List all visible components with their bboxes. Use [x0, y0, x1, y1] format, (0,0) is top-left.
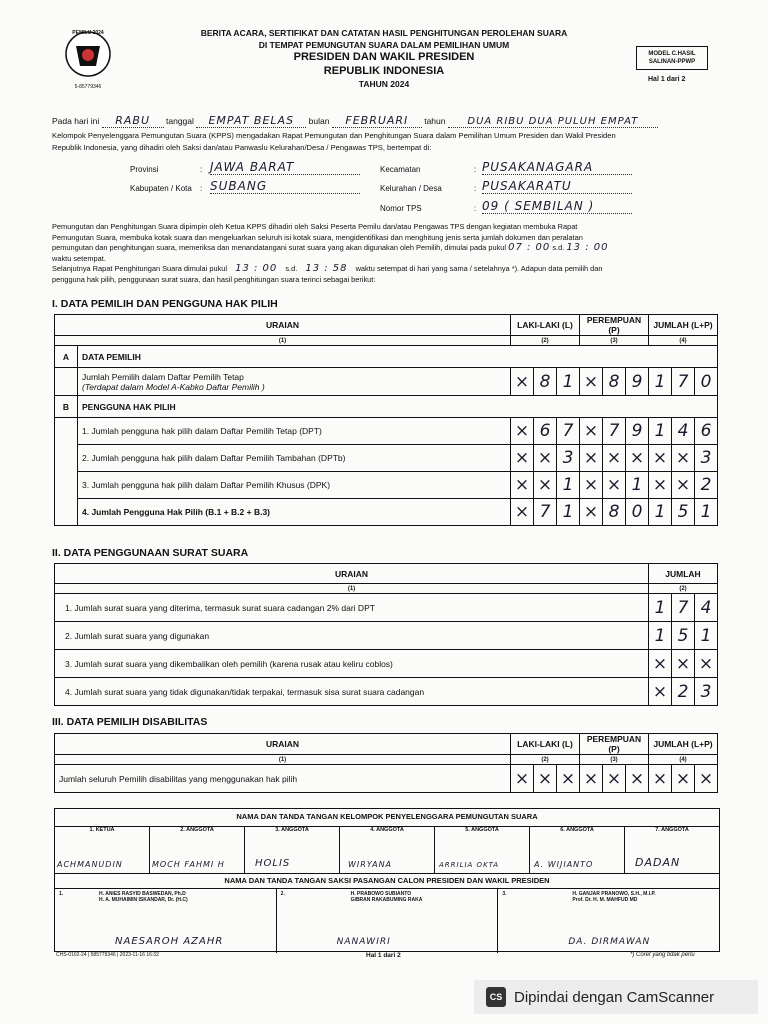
- kpps-name: DADAN: [635, 856, 681, 869]
- kpps-member: [340, 827, 435, 873]
- kpps-member: [530, 827, 625, 873]
- s1-r1-p2: 9: [626, 418, 649, 445]
- tanggal-value: EMPAT BELAS: [196, 114, 306, 128]
- tps-value: 09 ( SEMBILAN ): [482, 199, 632, 214]
- page-number-top: Hal 1 dari 2: [648, 76, 686, 83]
- paragraph-b: [52, 222, 732, 285]
- s1-r4-j0: 1: [649, 499, 672, 526]
- s3-header-uraian: URAIAN: [55, 734, 511, 755]
- colon: :: [200, 165, 203, 174]
- kpps-role: 4. ANGGOTA: [370, 827, 404, 833]
- provinsi-label: Provinsi: [130, 165, 159, 174]
- s1-r0-l1: 8: [534, 368, 557, 396]
- s2-r2-label: 3. Jumlah surat suara yang dikembalikan oleh pemilih (karena rusak atau keliru coblos): [55, 650, 649, 678]
- s1-r0-l0: ×: [511, 368, 534, 396]
- sd-label: s.d.: [552, 243, 565, 252]
- title-line-4: REPUBLIK INDONESIA: [323, 65, 445, 77]
- s1-r1-l1: 6: [534, 418, 557, 445]
- kpps-name: MOCH FAHMI H: [152, 860, 225, 869]
- s2-r3-j1: 2: [672, 678, 695, 706]
- s3-j1: ×: [672, 765, 695, 793]
- sd-label-2: s.d.: [285, 264, 298, 273]
- section-2-title: II. DATA PENGGUNAAN SURAT SUARA: [52, 547, 249, 559]
- kpps-member: [435, 827, 530, 873]
- s1-r1-p1: 7: [603, 418, 626, 445]
- s2-r3-j2: 3: [695, 678, 718, 706]
- s3-num-3: (3): [580, 755, 649, 765]
- saksi-paslon: [99, 891, 188, 903]
- kpps-member: [55, 827, 150, 873]
- s1-r3-l1: ×: [534, 472, 557, 499]
- s3-l0: ×: [511, 765, 534, 793]
- s1-b-letter: B: [55, 396, 78, 418]
- section-1-title: I. DATA PEMILIH DAN PENGGUNA HAK PILIH: [52, 298, 278, 310]
- s1-r0-p0: ×: [580, 368, 603, 396]
- footer-page: Hal 1 dari 2: [366, 952, 401, 959]
- s1-num-2: (2): [511, 336, 580, 346]
- s1-r2-p1: ×: [603, 445, 626, 472]
- bulan-value: FEBRUARI: [332, 114, 422, 128]
- s3-l2: ×: [557, 765, 580, 793]
- s1-r4-l2: 1: [557, 499, 580, 526]
- s1-a-title: DATA PEMILIH: [78, 346, 718, 368]
- provinsi-value: JAWA BARAT: [210, 160, 360, 175]
- s3-j2: ×: [695, 765, 718, 793]
- tahun-value: DUA RIBU DUA PULUH EMPAT: [448, 116, 658, 128]
- s1-r3-l0: ×: [511, 472, 534, 499]
- s3-header-j: JUMLAH (L+P): [649, 734, 718, 755]
- camscanner-watermark: [474, 980, 758, 1014]
- saksi-paslon: [351, 891, 423, 903]
- pada-hari-label: Pada hari ini: [52, 116, 100, 126]
- kabupaten-value: SUBANG: [210, 179, 360, 194]
- s1-num-3: (3): [580, 336, 649, 346]
- kecamatan-value: PUSAKANAGARA: [482, 160, 632, 175]
- para-b-line-6: pengguna hak pilih, penggunaan surat suara, dan hasil penghitungan suara terinci sebagai berikut:: [52, 274, 376, 284]
- s1-r1-label: 1. Jumlah pengguna hak pilih dalam Daftar Pemilih Tetap (DPT): [78, 418, 511, 445]
- saksi-witness: [277, 889, 499, 953]
- para-b-line-2: Pemungutan Suara, membuka kotak suara dan mengeluarkan seluruh isi kotak suara, mengidentifikasi dan menghitung jenis serta jumlah dokumen dan peralatan: [52, 232, 583, 242]
- kelurahan-value: PUSAKARATU: [482, 179, 632, 194]
- intro-para-1: Kelompok Penyelenggara Pemungutan Suara (KPPS) mengadakan Rapat Pemungutan dan Penghitungan Suara dalam Pemilihan Umum Presiden dan Wakil Presiden: [52, 131, 616, 140]
- footer-note: *) Coret yang tidak perlu: [630, 952, 695, 958]
- kabupaten-label: Kabupaten / Kota: [130, 184, 192, 193]
- s1-a1-line1: Jumlah Pemilih dalam Daftar Pemilih Tetap: [82, 371, 244, 382]
- s1-num-4: (4): [649, 336, 718, 346]
- kpps-name: ARRILIA OKTA: [439, 861, 500, 869]
- table-row: [55, 678, 718, 706]
- s3-l1: ×: [534, 765, 557, 793]
- s1-r1-l0: ×: [511, 418, 534, 445]
- s1-r2-l2: 3: [557, 445, 580, 472]
- title-line-2: DI TEMPAT PEMUNGUTAN SUARA DALAM PEMILIHAN UMUM: [258, 40, 510, 50]
- s1-r0-j1: 7: [672, 368, 695, 396]
- s3-header-l: LAKI-LAKI (L): [511, 734, 580, 755]
- kpps-name: ACHMANUDIN: [57, 860, 123, 869]
- kpps-member: [245, 827, 340, 873]
- s1-r4-j2: 1: [695, 499, 718, 526]
- s1-a-letter: A: [55, 346, 78, 368]
- table-row: [55, 472, 718, 499]
- s3-p2: ×: [626, 765, 649, 793]
- s1-r0-j2: 0: [695, 368, 718, 396]
- s3-p1: ×: [603, 765, 626, 793]
- paslon-2: H. A. MUHAIMIN ISKANDAR, Dr. (H.C): [99, 897, 188, 903]
- tps-label: Nomor TPS: [380, 204, 422, 213]
- s2-r0-label: 1. Jumlah surat suara yang diterima, termasuk surat suara cadangan 2% dari DPT: [55, 594, 649, 622]
- kpps-role: 7. ANGGOTA: [655, 827, 689, 833]
- s1-r0-p1: 8: [603, 368, 626, 396]
- paslon-2: GIBRAN RAKABUMING RAKA: [350, 897, 423, 903]
- s1-r1-j1: 4: [672, 418, 695, 445]
- saksi-no: 1.: [59, 891, 64, 897]
- s1-r3-p0: ×: [580, 472, 603, 499]
- saksi-name: NAESAROH AZAHR: [115, 936, 224, 947]
- kpps-role: 3. ANGGOTA: [275, 827, 309, 833]
- bulan-label: bulan: [308, 116, 330, 126]
- s1-r1-j0: 1: [649, 418, 672, 445]
- colon: :: [200, 184, 203, 193]
- s1-r4-p1: 8: [603, 499, 626, 526]
- kpps-row: [55, 827, 719, 874]
- s1-header-l: LAKI-LAKI (L): [511, 315, 580, 336]
- tanggal-label: tanggal: [166, 116, 194, 126]
- s3-j0: ×: [649, 765, 672, 793]
- s2-r0-j1: 7: [672, 594, 695, 622]
- kpps-member: [625, 827, 719, 873]
- table-row: [55, 445, 718, 472]
- saksi-name: DA. DIRMAWAN: [568, 937, 651, 947]
- s1-r4-j1: 5: [672, 499, 695, 526]
- s1-r0-l2: 1: [557, 368, 580, 396]
- saksi-no: 2.: [280, 891, 285, 897]
- s2-r1-label: 2. Jumlah surat suara yang digunakan: [55, 622, 649, 650]
- section-3-title: III. DATA PEMILIH DISABILITAS: [52, 716, 208, 728]
- s1-r3-j2: 2: [695, 472, 718, 499]
- s1-r3-l2: 1: [557, 472, 580, 499]
- table-row: [55, 368, 718, 396]
- count-start-time: 13 : 00: [235, 263, 278, 274]
- saksi-head: [277, 889, 498, 905]
- s1-a-spacer: [55, 368, 78, 396]
- s2-r3-j0: ×: [649, 678, 672, 706]
- table-row: [55, 499, 718, 526]
- intro-para-2: Republik Indonesia, yang dihadiri oleh Saksi dan/atau Panwaslu Kelurahan/Desa / Pengawas TPS, bertempat di:: [52, 143, 432, 152]
- s1-r2-p0: ×: [580, 445, 603, 472]
- paslon-1: H. PRABOWO SUBIANTO: [350, 891, 412, 897]
- s3-header-p: PEREMPUAN (P): [580, 734, 649, 755]
- kpps-role: 5. ANGGOTA: [465, 827, 499, 833]
- kpps-role: 1. KETUA: [89, 827, 115, 833]
- kpps-title: NAMA DAN TANDA TANGAN KELOMPOK PENYELENGGARA PEMUNGUTAN SUARA: [55, 809, 719, 827]
- s1-r3-p1: ×: [603, 472, 626, 499]
- s1-b-title: PENGGUNA HAK PILIH: [78, 396, 718, 418]
- logo-code: 5-85779346: [74, 84, 102, 90]
- s1-r1-j2: 6: [695, 418, 718, 445]
- s3-r0-label: Jumlah seluruh Pemilih disabilitas yang menggunakan hak pilih: [55, 765, 511, 793]
- para-b-line-5a: Selanjutnya Rapat Penghitungan Suara dimulai pukul: [52, 264, 228, 273]
- camscanner-icon: CS: [486, 987, 506, 1007]
- title-line-1: BERITA ACARA, SERTIFIKAT DAN CATATAN HASIL PENGHITUNGAN PEROLEHAN SUARA: [200, 28, 568, 38]
- s2-r2-j2: ×: [695, 650, 718, 678]
- s1-r4-label: 4. Jumlah Pengguna Hak Pilih (B.1 + B.2 + B.3): [78, 499, 511, 526]
- s1-r4-p0: ×: [580, 499, 603, 526]
- s2-r0-j0: 1: [649, 594, 672, 622]
- end-time: 13 : 00: [566, 242, 609, 253]
- s2-r1-j0: 1: [649, 622, 672, 650]
- kpps-name: HOLIS: [255, 858, 291, 869]
- s2-r3-label: 4. Jumlah surat suara yang tidak digunakan/tidak terpakai, termasuk sisa surat suara cadangan: [55, 678, 649, 706]
- tahun-label: tahun: [424, 116, 446, 126]
- table-row: [55, 622, 718, 650]
- section-1-table: [54, 314, 718, 526]
- s1-r4-p2: 0: [626, 499, 649, 526]
- s2-header-uraian: URAIAN: [55, 564, 649, 584]
- s1-r2-l0: ×: [511, 445, 534, 472]
- saksi-title: NAMA DAN TANDA TANGAN SAKSI PASANGAN CALON PRESIDEN DAN WAKIL PRESIDEN: [55, 874, 719, 889]
- s1-header-p: PEREMPUAN (P): [580, 315, 649, 336]
- logo-text: PEMILU 2024: [72, 30, 104, 36]
- table-row: [55, 650, 718, 678]
- s2-r2-j0: ×: [649, 650, 672, 678]
- footer-code: CHS-0102-24 | 585779346 | 2023-11-16 16:32: [56, 952, 159, 958]
- model-line-2: SALINAN-PPWP: [648, 59, 696, 65]
- table-row: [55, 765, 718, 793]
- para-b-line-3-text: pemungutan dan penghitungan suara, memeriksa dan menandatangani surat suara yang akan digunakan oleh Pemilih, dimulai pada pukul: [52, 243, 507, 252]
- model-line-1: MODEL C.HASIL: [648, 51, 696, 57]
- table-row: [55, 594, 718, 622]
- para-b-line-1: Pemungutan dan Penghitungan Suara dipimpin oleh Ketua KPPS dihadiri oleh Saksi Peserta Pemilu dan/atau Pengawas TPS dengan kegiatan membuka Rapat: [52, 222, 578, 231]
- s3-num-1: (1): [55, 755, 511, 765]
- s2-header-j: JUMLAH: [649, 564, 718, 584]
- s1-r1-l2: 7: [557, 418, 580, 445]
- s1-b-spacer: [55, 418, 78, 526]
- s1-r3-j0: ×: [649, 472, 672, 499]
- s3-p0: ×: [580, 765, 603, 793]
- s1-r2-p2: ×: [626, 445, 649, 472]
- saksi-no: 3.: [502, 891, 507, 897]
- s1-r0-p2: 9: [626, 368, 649, 396]
- para-b-line-5: [52, 264, 732, 275]
- para-b-line-5b: waktu setempat di hari yang sama / setelahnya *). Adapun data pemilih dan: [355, 264, 603, 273]
- saksi-row: [55, 889, 719, 953]
- saksi-paslon: [572, 891, 655, 903]
- paslon-2: Prof. Dr. H. M. MAHFUD MD: [572, 897, 638, 903]
- start-time: 07 : 00: [508, 242, 551, 253]
- s2-r1-j2: 1: [695, 622, 718, 650]
- saksi-witness: [498, 889, 719, 953]
- s1-r3-j1: ×: [672, 472, 695, 499]
- s1-r2-l1: ×: [534, 445, 557, 472]
- title-line-3: PRESIDEN DAN WAKIL PRESIDEN: [293, 51, 475, 63]
- s1-r2-j1: ×: [672, 445, 695, 472]
- saksi-head: [55, 889, 276, 905]
- s2-r2-j1: ×: [672, 650, 695, 678]
- kelurahan-label: Kelurahan / Desa: [380, 184, 442, 193]
- para-b-line-3: [52, 243, 732, 254]
- paslon-1: H. GANJAR PRANOWO, S.H., M.I.P.: [572, 891, 656, 897]
- colon: :: [474, 165, 477, 174]
- saksi-name: NANAWIRI: [336, 937, 391, 947]
- s1-a1-label: [78, 368, 511, 396]
- kpps-role: 6. ANGGOTA: [560, 827, 594, 833]
- s1-r2-j0: ×: [649, 445, 672, 472]
- title-line-5: TAHUN 2024: [358, 79, 410, 89]
- count-end-time: 13 : 58: [305, 263, 348, 274]
- s1-header-uraian: URAIAN: [55, 315, 511, 336]
- s1-header-j: JUMLAH (L+P): [649, 315, 718, 336]
- s1-a1-line2: (Terdapat dalam Model A-Kabko Daftar Pemilih ): [82, 381, 265, 392]
- s1-r0-j0: 1: [649, 368, 672, 396]
- s1-r2-j2: 3: [695, 445, 718, 472]
- para-b-line-4: waktu setempat.: [52, 253, 106, 263]
- s2-num-2: (2): [649, 584, 718, 594]
- intro-line: [52, 114, 722, 128]
- signature-block: [54, 808, 720, 952]
- s2-r1-j1: 5: [672, 622, 695, 650]
- s1-r3-label: 3. Jumlah pengguna hak pilih dalam Daftar Pemilih Khusus (DPK): [78, 472, 511, 499]
- s1-r2-label: 2. Jumlah pengguna hak pilih dalam Daftar Pemilih Tambahan (DPTb): [78, 445, 511, 472]
- saksi-witness: [55, 889, 277, 953]
- saksi-head: [498, 889, 719, 905]
- s1-num-1: (1): [55, 336, 511, 346]
- table-row: [55, 418, 718, 445]
- kpps-member: [150, 827, 245, 873]
- model-box: [636, 46, 708, 70]
- s1-r1-p0: ×: [580, 418, 603, 445]
- kecamatan-label: Kecamatan: [380, 165, 421, 174]
- s1-r4-l0: ×: [511, 499, 534, 526]
- paslon-1: H. ANIES RASYID BASWEDAN, Ph.D: [99, 891, 186, 897]
- kpps-name: A. WIJIANTO: [534, 860, 594, 869]
- kpps-role: 2. ANGGOTA: [180, 827, 214, 833]
- s3-num-4: (4): [649, 755, 718, 765]
- section-2-table: [54, 563, 718, 706]
- camscanner-text: Dipindai dengan CamScanner: [514, 988, 715, 1006]
- colon: :: [474, 204, 477, 213]
- kpps-name: WIRYANA: [348, 860, 393, 869]
- colon: :: [474, 184, 477, 193]
- s1-r3-p2: 1: [626, 472, 649, 499]
- s1-r4-l1: 7: [534, 499, 557, 526]
- s2-num-1: (1): [55, 584, 649, 594]
- s3-num-2: (2): [511, 755, 580, 765]
- section-3-table: [54, 733, 718, 793]
- s2-r0-j2: 4: [695, 594, 718, 622]
- hari-value: RABU: [102, 114, 164, 128]
